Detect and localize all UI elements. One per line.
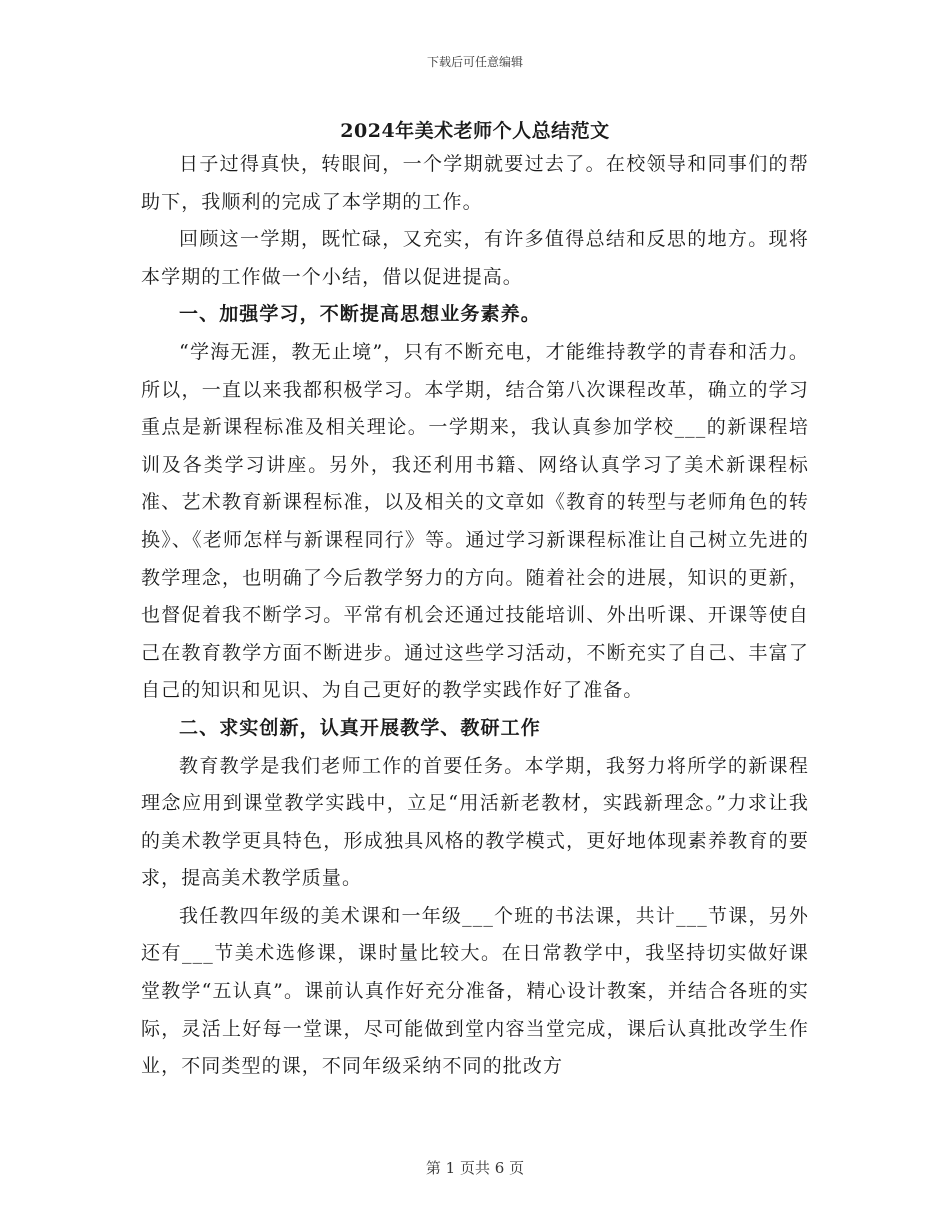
section-heading-1: 一、加强学习，不断提高思想业务素养。 [179, 303, 541, 326]
paragraph-review: 回顾这一学期，既忙碌，又充实，有许多值得总结和反思的地方。现将本学期的工作做一个小结，借以促进提高。 [141, 228, 809, 288]
paragraph-study: “学海无涯，教无止境”，只有不断充电，才能维持教学的青春和活力。所以，一直以来我都积极学习。本学期，结合第八次课程改革，确立的学习重点是新课程标准及相关理论。一学期来，我认真参加学校___的新课程培训及各类学习讲座。另外，我还利用书籍、网络认真学习了美术新课程标准、艺术教育新课程标准，以及相关的文章如《教育的转型与老师角色的转换》、《老师怎样与新课程同行》等。通过学习新课程标准让自己树立先进的教学理念，也明确了今后教学努力的方向。随着社会的进展，知识的更新，也督促着我不断学习。平常有机会还通过技能培训、外出听课、开课等使自己在教育教学方面不断进步。通过这些学习活动，不断充实了自己、丰富了自己的知识和见识、为自己更好的教学实践作好了准备。 [141, 340, 809, 702]
page-number: 第 1 页共 6 页 [425, 1159, 525, 1177]
section-heading-2: 二、求实创新，认真开展教学、教研工作 [179, 716, 541, 739]
paragraph-classes: 我任教四年级的美术课和一年级___个班的书法课，共计___节课，另外还有___节美术选修课，课时量比较大。在日常教学中，我坚持切实做好课堂教学“五认真”。课前认真作好充分准备，精心设计教案，并结合各班的实际，灵活上好每一堂课，尽可能做到堂内容当堂完成，课后认真批改学生作业，不同类型的课，不同年级采纳不同的批改方 [141, 904, 809, 1078]
document-title: 2024年美术老师个人总结范文 [340, 120, 610, 142]
paragraph-intro: 日子过得真快，转眼间，一个学期就要过去了。在校领导和同事们的帮助下，我顺利的完成了本学期的工作。 [141, 153, 809, 213]
paragraph-teaching: 教育教学是我们老师工作的首要任务。本学期，我努力将所学的新课程理念应用到课堂教学实践中，立足“用活新老教材，实践新理念。”力求让我的美术教学更具特色，形成独具风格的教学模式，更好地体现素养教育的要求，提高美术教学质量。 [141, 754, 809, 890]
header-note: 下载后可任意编辑 [426, 55, 523, 69]
document-body [141, 146, 809, 1086]
